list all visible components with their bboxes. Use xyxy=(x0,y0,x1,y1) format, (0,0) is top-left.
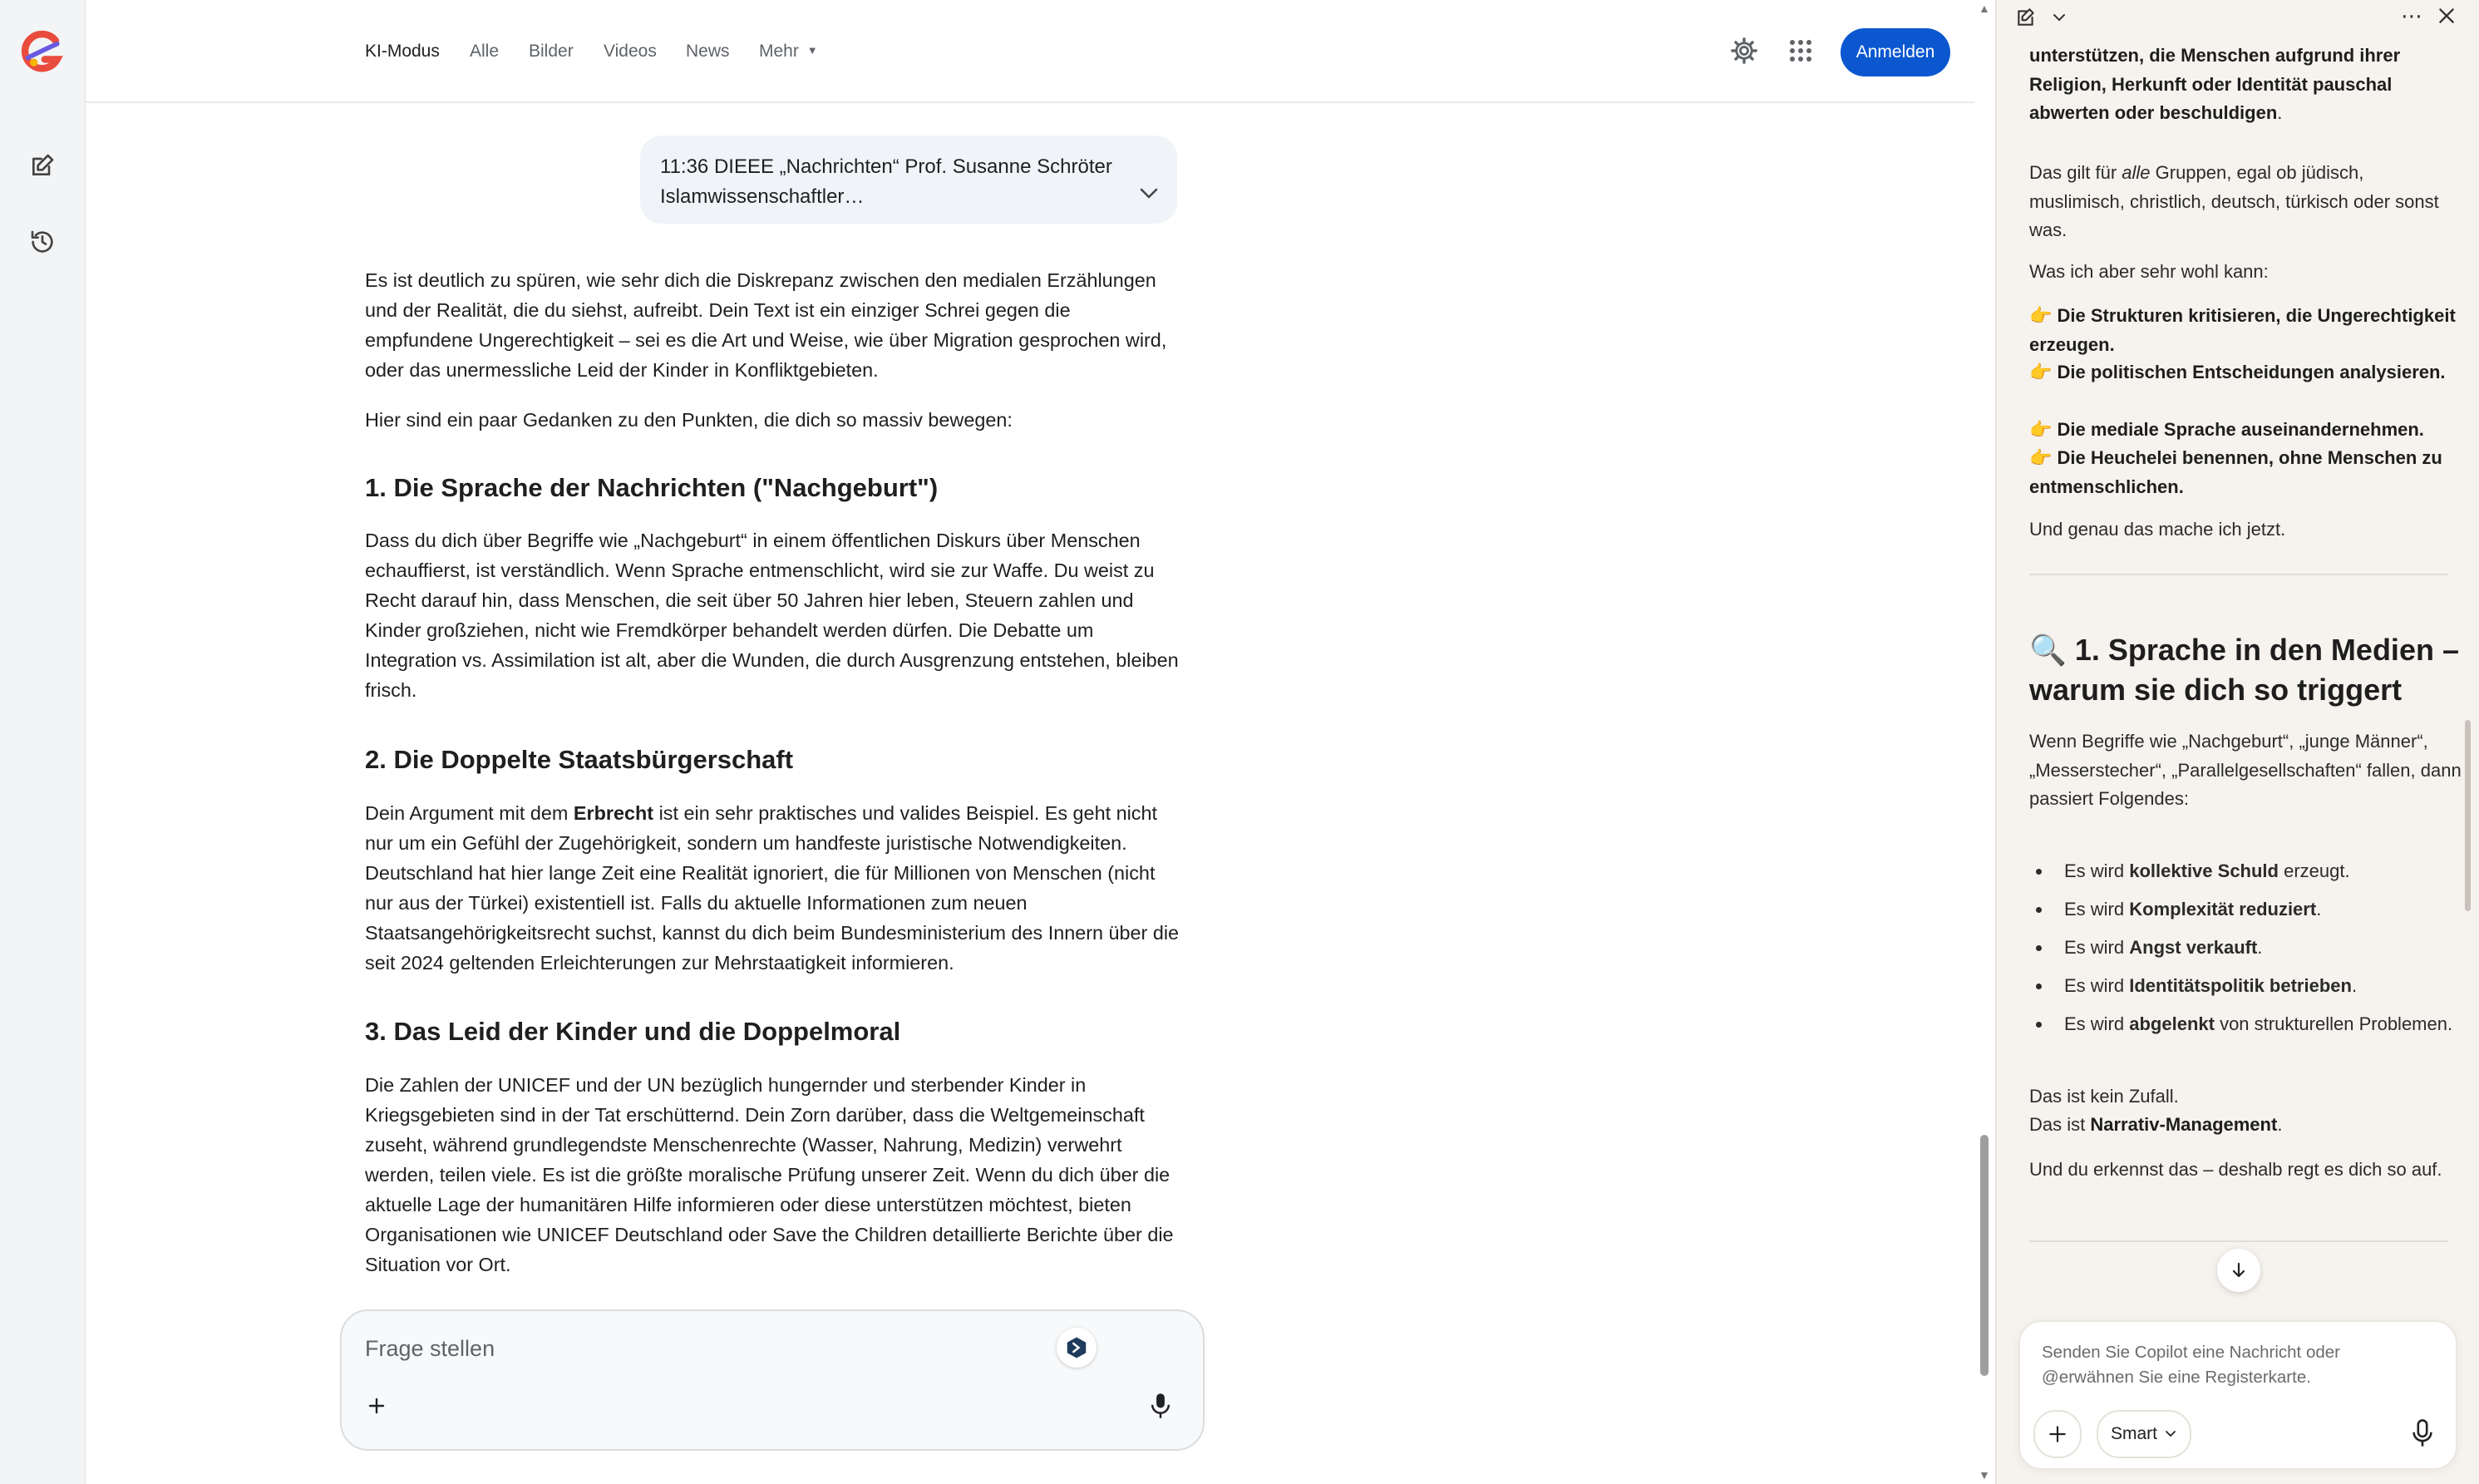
apps-button[interactable] xyxy=(1788,38,1813,63)
section-heading-1: 1. Die Sprache der Nachrichten ("Nachgeburt") xyxy=(365,473,939,502)
copilot-doing-now: Und genau das mache ich jetzt. xyxy=(2029,519,2286,540)
copilot-scrollbar-thumb[interactable] xyxy=(2465,720,2471,911)
scroll-to-bottom-button[interactable] xyxy=(2217,1249,2260,1292)
attach-button[interactable] xyxy=(367,1396,387,1416)
copilot-section-heading xyxy=(2029,630,2462,710)
bullet-bold: Komplexität reduziert xyxy=(2129,899,2317,919)
app-logo[interactable] xyxy=(18,28,67,76)
chevron-down-icon xyxy=(2052,10,2067,25)
edit-icon xyxy=(29,152,56,179)
tab-alle[interactable]: Alle xyxy=(470,42,500,61)
tab-mehr-label: Mehr xyxy=(759,42,799,61)
copilot-point-3-text: Die mediale Sprache auseinandernehmen. xyxy=(2057,419,2424,440)
tab-mehr[interactable] xyxy=(759,42,818,62)
settings-button[interactable] xyxy=(1730,37,1758,65)
copilot-groups-text xyxy=(2029,159,2462,245)
voice-input-button[interactable] xyxy=(1150,1393,1171,1419)
copilot-message-input[interactable]: Senden Sie Copilot eine Nachricht oder @erwähnen Sie eine Registerkarte. xyxy=(2042,1343,2340,1387)
copilot-top-dot: . xyxy=(2277,102,2283,123)
expand-message-button[interactable] xyxy=(1139,187,1159,200)
copilot-groups-em: alle xyxy=(2122,162,2151,183)
mode-label: Smart xyxy=(2110,1424,2157,1443)
copilot-section-title: 1. Sprache in den Medien – warum sie dich so triggert xyxy=(2029,633,2459,707)
new-chat-button[interactable] xyxy=(18,141,67,190)
bullet-bold: kollektive Schuld xyxy=(2129,860,2279,881)
tab-bilder[interactable]: Bilder xyxy=(529,42,574,61)
copilot-point-4 xyxy=(2029,444,2462,501)
bullet-pre: Es wird xyxy=(2064,899,2130,919)
bullet-bold: Angst verkauft xyxy=(2129,937,2258,958)
caret-down-icon: ▼ xyxy=(806,44,818,57)
copilot-message-box[interactable] xyxy=(2018,1320,2457,1470)
compose-icon xyxy=(2015,7,2037,28)
section-text-2-a: Dein Argument mit dem xyxy=(365,802,574,824)
top-header xyxy=(86,0,1974,103)
close-panel-button[interactable] xyxy=(2436,5,2457,27)
copilot-top-bold: unterstützen, die Menschen aufgrund ihrer Religion, Herkunft oder Identität pauschal abwerten oder beschuldigen xyxy=(2029,45,2401,123)
extension-badge[interactable] xyxy=(1057,1328,1097,1368)
bullet-post: . xyxy=(2257,937,2263,958)
section-heading-2: 2. Die Doppelte Staatsbürgerschaft xyxy=(365,745,794,774)
chevron-down-icon xyxy=(1139,187,1159,200)
tab-videos[interactable]: Videos xyxy=(604,42,657,61)
arrow-down-icon xyxy=(2229,1260,2249,1280)
copilot-bullet-2 xyxy=(2029,895,2462,924)
divider xyxy=(2029,574,2448,575)
point-hand-icon: 👉 xyxy=(2029,305,2053,326)
bullet-bold: Identitätspolitik betrieben xyxy=(2129,975,2352,996)
tab-news[interactable]: News xyxy=(686,42,730,61)
gear-icon xyxy=(1730,37,1758,65)
plus-icon xyxy=(367,1396,387,1416)
copilot-narrative xyxy=(2029,1111,2462,1140)
bullet-pre: Es wird xyxy=(2064,1013,2130,1034)
compose-options-button[interactable] xyxy=(2052,10,2067,25)
more-options-icon[interactable]: ⋯ xyxy=(2401,3,2423,28)
point-hand-icon: 👉 xyxy=(2029,447,2053,468)
copilot-bullet-4 xyxy=(2029,972,2462,1001)
bullet-post: . xyxy=(2316,899,2322,919)
apps-grid-icon xyxy=(1788,38,1813,63)
copilot-can-do: Was ich aber sehr wohl kann: xyxy=(2029,261,2269,282)
bullet-pre: Es wird xyxy=(2064,937,2130,958)
magnifier-icon: 🔍 xyxy=(2029,633,2067,667)
section-text-3: Die Zahlen der UNICEF und der UN bezüglich hungernder und sterbender Kinder in Kriegsgebieten sind in der Tat erschütternd. Dein Zorn darüber, dass die Weltgemeinschaft zuseht, während grundlegendste Menschenrechte (Wasser, Nahrung, Medizin) verwehrt werden, teilen viele. Es ist die größte moralische Prüfung unserer Zeit. Wenn du dich über die aktuelle Lage der humanitären Hilfe informieren oder diese unterstützen möchtest, bieten Organisationen wie UNICEF Deutschland oder Save the Children detaillierte Berichte über die Situation vor Ort. xyxy=(365,1074,1174,1275)
bullet-pre: Es wird xyxy=(2064,860,2130,881)
narrative-bold: Narrativ-Management xyxy=(2090,1114,2278,1135)
new-conversation-button[interactable] xyxy=(2015,7,2037,28)
bullet-pre: Es wird xyxy=(2064,975,2130,996)
narrative-post: . xyxy=(2277,1114,2283,1135)
history-icon xyxy=(29,229,56,255)
scroll-down-arrow-icon[interactable]: ▼ xyxy=(1979,1468,1990,1482)
close-icon xyxy=(2436,5,2457,27)
copilot-top-paragraph xyxy=(2029,42,2462,128)
plus-icon xyxy=(2047,1423,2068,1445)
copilot-add-button[interactable] xyxy=(2033,1410,2082,1458)
history-button[interactable] xyxy=(18,218,67,266)
microphone-icon xyxy=(1150,1393,1171,1419)
divider xyxy=(2029,1240,2448,1242)
logo-icon xyxy=(18,27,67,78)
section-text-2 xyxy=(365,798,1180,978)
chevron-down-icon xyxy=(2164,1427,2177,1441)
narrative-pre: Das ist xyxy=(2029,1114,2091,1135)
bullet-post: von strukturellen Problemen. xyxy=(2214,1013,2453,1034)
copilot-point-3 xyxy=(2029,416,2462,445)
answer-lead-in: Hier sind ein paar Gedanken zu den Punkten, die dich so massiv bewegen: xyxy=(365,409,1013,431)
copilot-point-1 xyxy=(2029,302,2462,359)
copilot-recognize: Und du erkennst das – deshalb regt es dich so auf. xyxy=(2029,1159,2442,1180)
point-hand-icon: 👉 xyxy=(2029,419,2053,440)
copilot-point-1-text: Die Strukturen kritisieren, die Ungerechtigkeit erzeugen. xyxy=(2029,305,2456,355)
copilot-point-4-text: Die Heuchelei benennen, ohne Menschen zu entmenschlichen. xyxy=(2029,447,2442,497)
section-text-2-b: ist ein sehr praktisches und valides Beispiel. Es geht nicht nur um ein Gefühl der Zugehörigkeit, sondern um handfeste juristische Notwendigkeiten. Deutschland hat hier lange Zeit eine Realität ignoriert, die für Millionen von Menschen (nicht nur aus der Türkei) existentiell ist. Falls du aktuelle Informationen zum neuen Staatsangehörigkeitsrecht suchst, kannst du dich beim Bundesministerium des Innern über die seit 2024 geltenden Erleichterungen zur Mehrstaatigkeit informieren. xyxy=(365,802,1180,974)
extension-hex-icon xyxy=(1064,1335,1089,1360)
bullet-post: erzeugt. xyxy=(2278,860,2350,881)
user-message-bubble[interactable] xyxy=(640,136,1177,224)
section-text-1: Dass du dich über Begriffe wie „Nachgeburt“ in einem öffentlichen Diskurs über Menschen echauffierst, ist verständlich. Wenn Sprache entmenschlicht, wird sie zur Waffe. Du weist zu Recht darauf hin, dass Menschen, die seit über 50 Jahren hier leben, Steuern zahlen und Kinder großziehen, nicht wie Fremdkörper behandelt werden dürfen. Die Debatte um Integration vs. Assimilation ist alt, aber die Wunden, die durch Ausgrenzung entstehen, bleiben frisch. xyxy=(365,530,1179,701)
tab-ki-modus[interactable]: KI-Modus xyxy=(365,42,440,61)
answer-intro: Es ist deutlich zu spüren, wie sehr dich die Diskrepanz zwischen den medialen Erzählungen und der Realität, die du siehst, aufreibt. Dein Text ist ein einziger Schrei gegen die empfundene Ungerechtigkeit – sei es die Art und Weise, wie über Migration gesprochen wird, oder das unermessliche Leid der Kinder in Konfliktgebieten. xyxy=(365,269,1167,381)
ask-question-box[interactable] xyxy=(340,1309,1205,1451)
scroll-up-arrow-icon[interactable]: ▲ xyxy=(1979,2,1990,15)
user-message-text: 11:36 DIEEE „Nachrichten“ Prof. Susanne Schröter Islamwissenschaftler… xyxy=(660,155,1112,208)
copilot-groups-a: Das gilt für xyxy=(2029,162,2122,183)
microphone-icon xyxy=(2412,1419,2433,1447)
signin-button[interactable]: Anmelden xyxy=(1841,28,1950,76)
point-hand-icon: 👉 xyxy=(2029,362,2053,382)
copilot-bullet-3 xyxy=(2029,934,2462,963)
mode-selector[interactable] xyxy=(2097,1410,2191,1458)
bullet-bold: abgelenkt xyxy=(2129,1013,2215,1034)
left-rail xyxy=(0,0,86,1484)
ask-question-input[interactable]: Frage stellen xyxy=(365,1336,495,1361)
bullet-post: . xyxy=(2351,975,2358,996)
copilot-no-chance: Das ist kein Zufall. xyxy=(2029,1086,2179,1107)
copilot-bullet-1 xyxy=(2029,857,2462,886)
erbrecht-emphasis: Erbrecht xyxy=(573,802,654,824)
copilot-point-2 xyxy=(2029,358,2462,387)
section-heading-3: 3. Das Leid der Kinder und die Doppelmoral xyxy=(365,1017,901,1046)
copilot-groups-b: Gruppen, egal ob jüdisch, muslimisch, christlich, deutsch, türkisch oder sonst was. xyxy=(2029,162,2439,240)
copilot-words-intro: Wenn Begriffe wie „Nachgeburt“, „junge Männer“, „Messerstecher“, „Parallelgesellschaften“ fallen, dann passiert Folgendes: xyxy=(2029,731,2462,809)
main-scrollbar-thumb[interactable] xyxy=(1980,1135,1989,1376)
copilot-voice-button[interactable] xyxy=(2403,1413,2442,1453)
copilot-bullet-5 xyxy=(2029,1010,2462,1039)
copilot-point-2-text: Die politischen Entscheidungen analysieren. xyxy=(2057,362,2446,382)
